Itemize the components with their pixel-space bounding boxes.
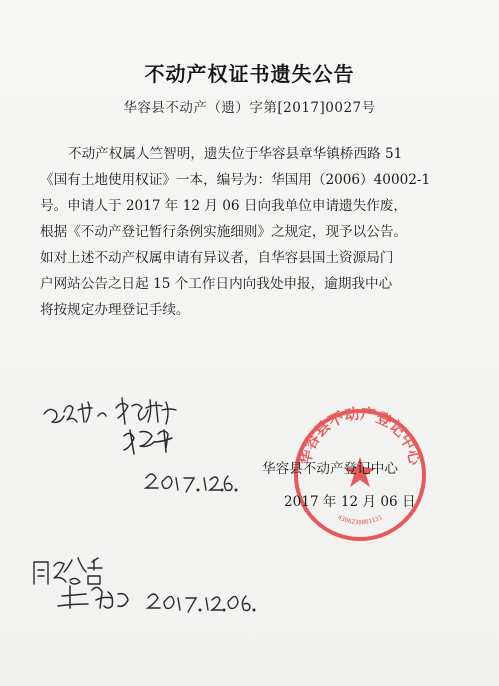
handwritten-note-1: [44, 398, 176, 424]
handwritten-note-2: [34, 558, 102, 584]
body-line: 号。申请人于 2017 年 12 月 06 日向我单位申请遗失作废，: [40, 198, 407, 214]
issue-date: 2017 年 12 月 06 日: [284, 494, 416, 510]
body-line: 根据《不动产登记暂行条例实施细则》之规定，现予以公告。: [40, 224, 408, 240]
handwritten-signature-1: [124, 430, 172, 454]
handwritten-date-2: [148, 594, 255, 612]
issuer-name: 华容县不动产登记中心: [262, 461, 398, 477]
body-line: 《国有土地使用权证》一本，编号为：华国用（2006）40002-1: [40, 172, 431, 188]
body-line: 不动产权属人竺智明，遗失位于华容县章华镇桥西路 51: [68, 146, 403, 162]
notice-title: 不动产权证书遗失公告: [144, 62, 355, 86]
body-line: 户网站公告之日起 15 个工作日内向我处申报，逾期我中心: [40, 276, 393, 292]
document-number: 华容县不动产（遗）字第[2017]0027号: [123, 100, 376, 116]
seal-text: 华容县不动产登记中心: [295, 405, 425, 467]
handwritten-date-1: [146, 474, 237, 492]
body-line: 将按规定办理登记手续。: [40, 302, 190, 318]
body-line: 如对上述不动产权属申请有异议者，自华容县国土资源局门: [40, 250, 394, 266]
handwritten-signature-2: [58, 586, 128, 608]
seal-code: 4306230001131: [336, 513, 384, 527]
notice-body: [40, 141, 470, 323]
